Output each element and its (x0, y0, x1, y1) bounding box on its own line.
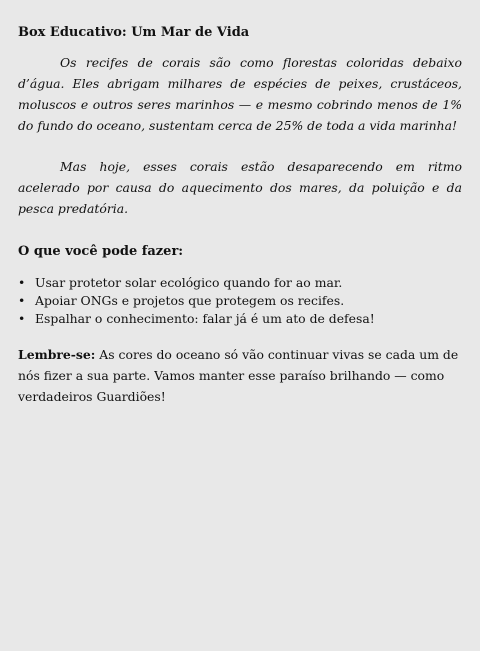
actions-title: O que você pode fazer: (18, 244, 184, 259)
list-item-text: Usar protetor solar ecológico quando for ao mar. (35, 275, 343, 290)
box-title: Box Educativo: Um Mar de Vida (18, 25, 250, 40)
list-item (18, 310, 462, 328)
reminder-lead: Lembre-se: (18, 347, 96, 362)
intro-paragraph: Os recifes de corais são como florestas coloridas debaixo d’água. Eles abrigam milhares de espécies de peixes, crustáceos, moluscos e outros seres marinhos — e mesmo cobrindo menos de 1% do fundo do oceano, sustentam cerca de 25% de toda a vida marinha! (18, 55, 462, 133)
list-item-text: Apoiar ONGs e projetos que protegem os recifes. (35, 293, 345, 308)
reminder-paragraph (18, 344, 462, 407)
list-item-text: Espalhar o conhecimento: falar já é um ato de defesa! (35, 311, 375, 326)
bullet-icon: • (18, 311, 26, 326)
actions-list (18, 274, 462, 328)
reminder-text: As cores do oceano só vão continuar vivas se cada um de nós fizer a sua parte. Vamos manter esse paraíso brilhando — como verdadeiros Guardiões! (18, 347, 459, 404)
bullet-icon: • (18, 275, 26, 290)
list-item (18, 274, 462, 292)
list-item (18, 292, 462, 310)
bullet-icon: • (18, 293, 26, 308)
threat-paragraph: Mas hoje, esses corais estão desaparecendo em ritmo acelerado por causa do aquecimento dos mares, da poluição e da pesca predatória. (18, 159, 462, 216)
